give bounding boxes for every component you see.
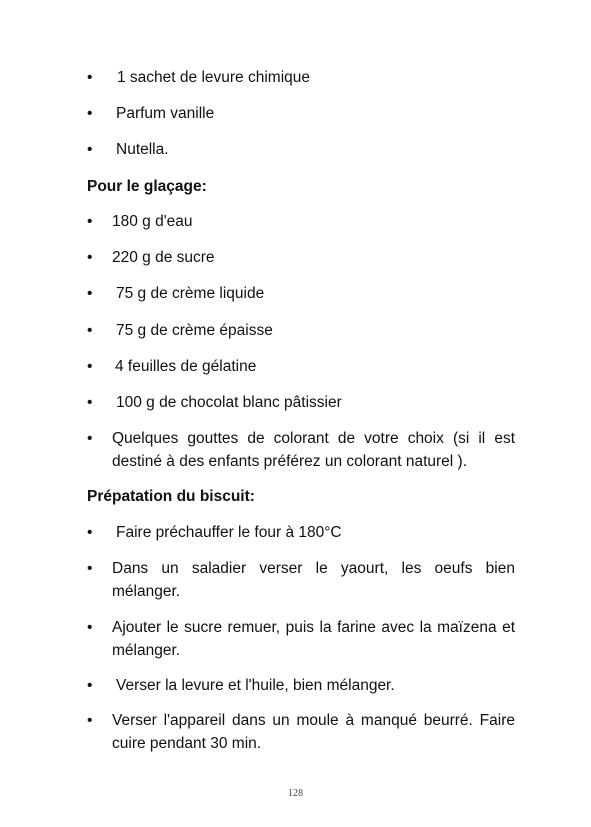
bullet: •: [87, 560, 93, 577]
bullet: •: [87, 430, 93, 447]
bullet: •: [87, 619, 93, 636]
list-item: [87, 67, 515, 90]
list-item: [87, 675, 515, 698]
bullet: •: [87, 141, 93, 158]
list-item: [87, 558, 515, 603]
bullet: •: [87, 69, 93, 86]
list-item-text: Dans un saladier verser le yaourt, les oeufs bien mélanger.: [112, 560, 515, 600]
list-item: [87, 247, 515, 270]
section-heading-glacage: Pour le glaçage:: [87, 178, 207, 195]
list-item: [87, 617, 515, 662]
list-item: [87, 320, 515, 343]
list-item-text: Parfum vanille: [116, 105, 215, 122]
list-item-text: 180 g d'eau: [112, 213, 193, 230]
bullet: •: [87, 105, 93, 122]
list-item: [87, 392, 515, 415]
list-item-text: Faire préchauffer le four à 180°C: [116, 524, 342, 541]
list-item: [87, 356, 515, 379]
list-item-text: 220 g de sucre: [112, 249, 215, 266]
bullet: •: [87, 394, 93, 411]
list-item: [87, 283, 515, 306]
list-item-text: Nutella.: [116, 141, 169, 158]
list-item-text: Verser la levure et l'huile, bien mélanger.: [116, 677, 395, 694]
section-heading-biscuit: Prépatation du biscuit:: [87, 488, 255, 505]
list-item-text: Ajouter le sucre remuer, puis la farine avec la maïzena et mélanger.: [112, 619, 515, 659]
bullet: •: [87, 712, 93, 729]
bullet: •: [87, 285, 93, 302]
bullet: •: [87, 677, 93, 694]
list-item-text: 1 sachet de levure chimique: [117, 69, 311, 86]
list-item-text: 75 g de crème liquide: [116, 285, 265, 302]
list-item: [87, 428, 515, 473]
bullet: •: [87, 213, 93, 230]
list-item-text: 4 feuilles de gélatine: [115, 358, 257, 375]
list-item-text: 100 g de chocolat blanc pâtissier: [116, 394, 342, 411]
list-item-text: 75 g de crème épaisse: [116, 322, 273, 339]
list-item: [87, 211, 515, 234]
list-item: [87, 522, 515, 545]
list-item: [87, 710, 515, 755]
list-item-text: Verser l'appareil dans un moule à manqué beurré. Faire cuire pendant 30 min.: [112, 712, 515, 752]
bullet: •: [87, 249, 93, 266]
list-item: [87, 103, 515, 126]
page-number: 128: [288, 788, 303, 799]
bullet: •: [87, 524, 93, 541]
bullet: •: [87, 358, 93, 375]
list-item: [87, 139, 515, 162]
bullet: •: [87, 322, 93, 339]
list-item-text: Quelques gouttes de colorant de votre choix (si il est destiné à des enfants préférez un colorant naturel ).: [112, 430, 515, 470]
